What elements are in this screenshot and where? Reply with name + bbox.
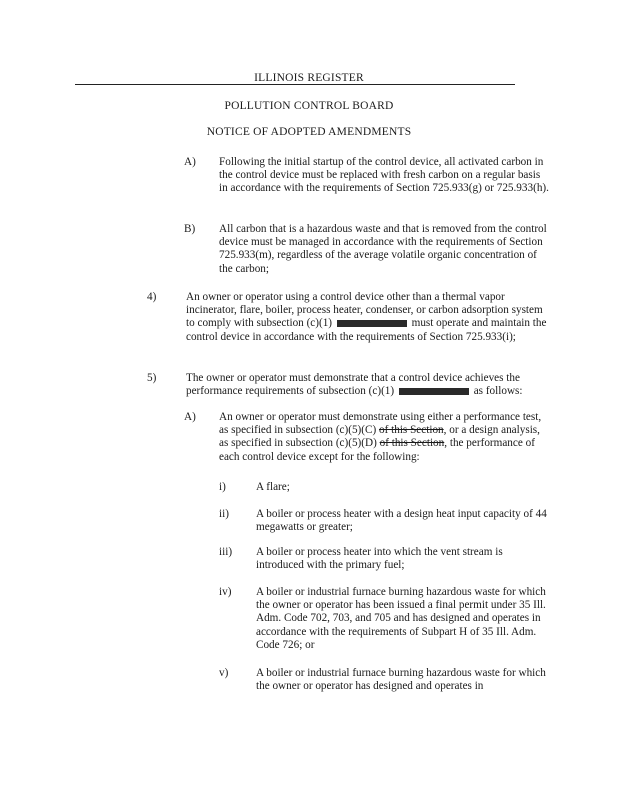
- item-v-label: v): [219, 667, 229, 679]
- item-a1-label: A): [184, 156, 196, 168]
- struck-text: of this Section: [379, 437, 445, 450]
- item-ii-label: ii): [219, 508, 229, 520]
- register-title: ILLINOIS REGISTER: [254, 72, 364, 84]
- para-5-text-b: as follows:: [473, 385, 523, 398]
- item-a1-text: Following the initial startup of the control device, all activated carbon in the control device must be replaced with fresh carbon on a regular basis in accordance with the requirements of Section 725.933(g) or 725.933(h).: [219, 156, 549, 195]
- item-a2-text-a: An owner or operator must demonstrate using either a performance test, as specified in subsection (c)(5)(C): [219, 411, 542, 437]
- item-iv-label: iv): [219, 586, 232, 598]
- struck-text: of this Section: [379, 424, 444, 437]
- para-5-text-a: The owner or operator must demonstrate that a control device achieves the performance requirements of subsection (c)(1): [186, 372, 520, 398]
- redaction-mark: [399, 388, 469, 395]
- item-i-text: A flare;: [256, 481, 290, 493]
- board-title: POLLUTION CONTROL BOARD: [224, 100, 394, 112]
- para-4-label: 4): [147, 291, 157, 303]
- item-a2-label: A): [184, 411, 196, 423]
- para-5-text: [186, 372, 548, 398]
- item-v-text: A boiler or industrial furnace burning hazardous waste for which the owner or operator has designed and operates in: [256, 667, 546, 693]
- header-rule: [75, 84, 515, 85]
- item-iv-text: A boiler or industrial furnace burning hazardous waste for which the owner or operator has been issued a final permit under 35 Ill. Adm. Code 702, 703, and 705 and has designed and operates in accordance with the requirements of Subpart H of 35 Ill. Adm. Code 726; or: [256, 586, 546, 651]
- item-i-label: i): [219, 481, 226, 493]
- item-b1-label: B): [184, 223, 196, 235]
- para-4-text-b: must operate and maintain the control device in accordance with the requirements of Section 725.933(i);: [186, 317, 547, 343]
- item-a2-text: [219, 411, 549, 464]
- item-ii-text: A boiler or process heater with a design heat input capacity of 44 megawatts or greater;: [256, 508, 547, 534]
- para-4-text-a: An owner or operator using a control device other than a thermal vapor incinerator, flare, boiler, process heater, condenser, or carbon adsorption system to comply with subsection (c)(1): [186, 291, 543, 330]
- para-4-text: [186, 291, 548, 344]
- item-a2-text-b: , or a design analysis, as specified in subsection (c)(5)(D): [219, 424, 540, 450]
- para-5-label: 5): [147, 372, 157, 384]
- item-iii-label: iii): [219, 546, 233, 558]
- item-iii-text: A boiler or process heater into which the vent stream is introduced with the primary fuel;: [256, 546, 503, 572]
- item-a2-text-c: , the performance of each control device except for the following:: [219, 437, 535, 463]
- redaction-mark: [337, 320, 407, 327]
- item-b1-text: All carbon that is a hazardous waste and that is removed from the control device must be managed in accordance with the requirements of Section 725.933(m), regardless of the average volatile organic concentration of the carbon;: [219, 223, 547, 275]
- notice-title: NOTICE OF ADOPTED AMENDMENTS: [206, 126, 412, 138]
